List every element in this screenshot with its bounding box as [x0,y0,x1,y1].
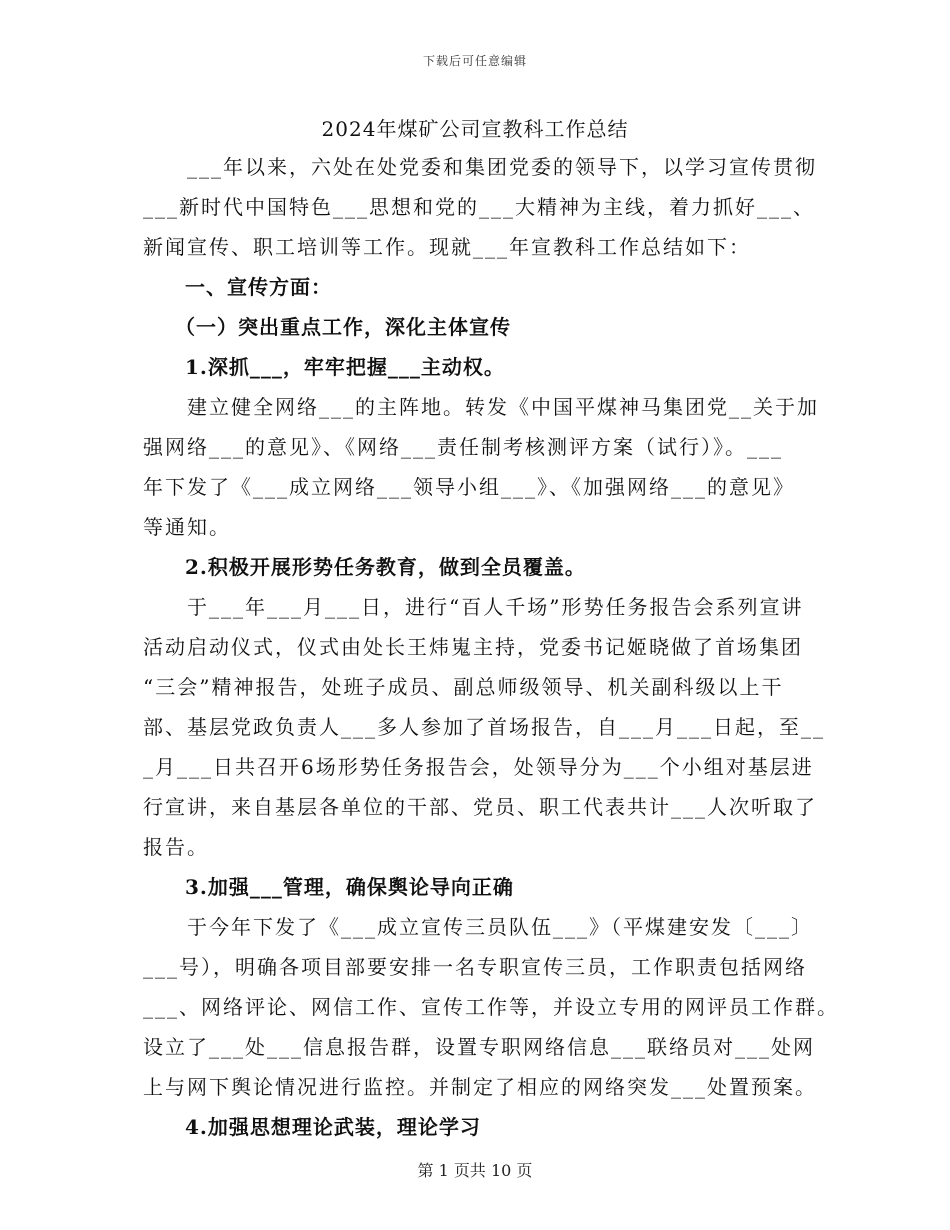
paragraph-line: 年下发了《___成立网络___领导小组___》、《加强网络___的意见》 [143,475,795,499]
document-body [143,147,839,1147]
paragraph-line: 上与网下舆论情况进行监控。并制定了相应的网络突发___处置预案。 [143,1075,817,1099]
paragraph-line: ___、网络评论、网信工作、宣传工作等，并设立专用的网评员工作群。 [143,995,839,1019]
section-heading-line: 4.加强思想理论武装，理论学习 [143,1115,481,1139]
paragraph-line: 部、基层党政负责人___多人参加了首场报告，自___月___日起，至__ [143,715,825,739]
paragraph-line: 设立了___处___信息报告群，设置专职网络信息___联络员对___处网 [143,1035,815,1059]
page-footer: 第 1 页共 10 页 [417,1161,533,1180]
page-header: 下载后可任意编辑 [422,54,527,68]
paragraph-line: ___年以来，六处在处党委和集团党委的领导下，以学习宣传贯彻 [143,155,817,179]
section-heading-line: 2.积极开展形势任务教育，做到全员覆盖。 [143,555,586,579]
section-heading-line: 1.深抓___，牢牢把握___主动权。 [143,355,505,379]
paragraph-line: “三会”精神报告，处班子成员、副总师级领导、机关副科级以上干 [143,675,784,699]
paragraph-line: 强网络___的意见》、《网络___责任制考核测评方案（试行）》。___ [143,435,783,459]
paragraph-line: 活动启动仪式，仪式由处长王炜嵬主持，党委书记姬晓做了首场集团 [143,635,803,659]
paragraph-line: 于___年___月___日，进行“百人千场”形势任务报告会系列宣讲 [143,595,804,619]
paragraph-line: 等通知。 [143,515,231,539]
paragraph-line: 新闻宣传、职工培训等工作。现就___年宣教科工作总结如下： [143,235,751,259]
document-title: 2024年煤矿公司宣教科工作总结 [321,117,629,141]
section-heading-line: 一、宣传方面： [143,275,332,299]
section-heading-line: 3.加强___管理，确保舆论导向正确 [143,875,514,899]
paragraph-line: ___新时代中国特色___思想和党的___大精神为主线，着力抓好___、 [143,195,815,219]
paragraph-line: ___号），明确各项目部要安排一名专职宣传三员，工作职责包括网络 [143,955,807,979]
paragraph-line: _月___日共召开6场形势任务报告会，处领导分为___个小组对基层进 [143,755,814,779]
paragraph-line: 建立健全网络___的主阵地。转发《中国平煤神马集团党__关于加 [143,395,819,419]
paragraph-line: 于今年下发了《___成立宣传三员队伍___》（平煤建安发〔___〕 [143,915,813,939]
paragraph-line: 行宣讲，来自基层各单位的干部、党员、职工代表共计___人次听取了 [143,795,817,819]
section-heading-line: （一）突出重点工作，深化主体宣传 [143,315,511,339]
paragraph-line: 报告。 [143,835,209,859]
